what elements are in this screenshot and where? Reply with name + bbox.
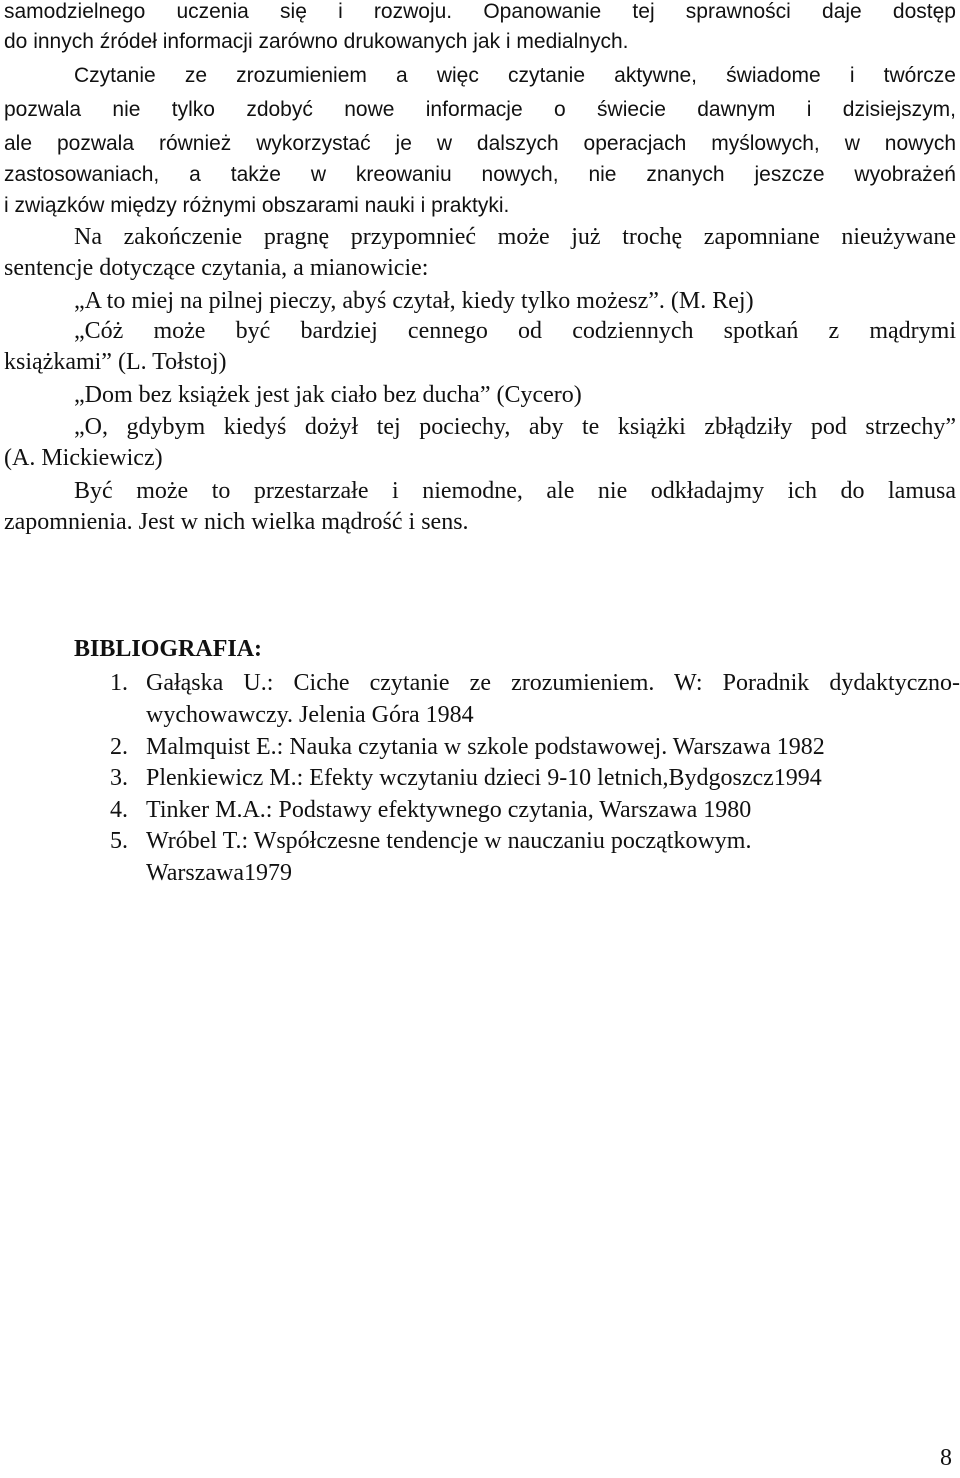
bibliography-item-text: Warszawa1979 bbox=[146, 860, 293, 886]
text-line: zastosowaniach, a także w kreowaniu nowych, nie znanych jeszcze wyobrażeń bbox=[4, 163, 956, 186]
text-line: (A. Mickiewicz) bbox=[4, 445, 163, 471]
bibliography-item-number: 5. bbox=[110, 828, 128, 854]
bibliography-item-text: wychowawczy. Jelenia Góra 1984 bbox=[146, 702, 474, 728]
page-number: 8 bbox=[940, 1445, 952, 1471]
text-line: Być może to przestarzałe i niemodne, ale nie odkładajmy ich do lamusa bbox=[74, 478, 956, 504]
text-line: samodzielnego uczenia się i rozwoju. Opanowanie tej sprawności daje dostęp bbox=[4, 0, 956, 23]
text-line: książkami” (L. Tołstoj) bbox=[4, 349, 227, 375]
text-line: „O, gdybym kiedyś dożył tej pociechy, aby te książki zbłądziły pod strzechy” bbox=[74, 414, 956, 440]
text-line: ale pozwala również wykorzystać je w dalszych operacjach myślowych, w nowych bbox=[4, 132, 956, 155]
text-line: „Cóż może być bardziej cennego od codziennych spotkań z mądrymi bbox=[74, 318, 956, 344]
bibliography-item-text: Tinker M.A.: Podstawy efektywnego czytania, Warszawa 1980 bbox=[146, 797, 752, 823]
text-line: i związków między różnymi obszarami nauki i praktyki. bbox=[4, 194, 510, 217]
bibliography-item-text: Wróbel T.: Współczesne tendencje w nauczaniu początkowym. bbox=[146, 828, 752, 854]
text-line: „Dom bez książek jest jak ciało bez ducha” (Cycero) bbox=[74, 382, 582, 408]
text-line: pozwala nie tylko zdobyć nowe informacje o świecie dawnym i dzisiejszym, bbox=[4, 98, 956, 121]
bibliography-item-number: 2. bbox=[110, 734, 128, 760]
text-line: do innych źródeł informacji zarówno drukowanych jak i medialnych. bbox=[4, 30, 629, 53]
text-line: zapomnienia. Jest w nich wielka mądrość i sens. bbox=[4, 509, 469, 535]
bibliography-item-number: 3. bbox=[110, 765, 128, 791]
text-line: „A to miej na pilnej pieczy, abyś czytał, kiedy tylko możesz”. (M. Rej) bbox=[74, 288, 754, 314]
text-line: Czytanie ze zrozumieniem a więc czytanie aktywne, świadome i twórcze bbox=[74, 64, 956, 87]
text-line: sentencje dotyczące czytania, a mianowicie: bbox=[4, 255, 429, 281]
bibliography-item-text: Malmquist E.: Nauka czytania w szkole podstawowej. Warszawa 1982 bbox=[146, 734, 825, 760]
text-line: Na zakończenie pragnę przypomnieć może już trochę zapomniane nieużywane bbox=[74, 224, 956, 250]
bibliography-item-text: Plenkiewicz M.: Efekty wczytaniu dzieci 9-10 letnich,Bydgoszcz1994 bbox=[146, 765, 822, 791]
bibliography-heading: BIBLIOGRAFIA: bbox=[74, 636, 263, 662]
bibliography-item-number: 1. bbox=[110, 670, 128, 696]
bibliography-item-text: Gałąska U.: Ciche czytanie ze zrozumieniem. W: Poradnik dydaktyczno- bbox=[146, 670, 960, 696]
bibliography-item-number: 4. bbox=[110, 797, 128, 823]
